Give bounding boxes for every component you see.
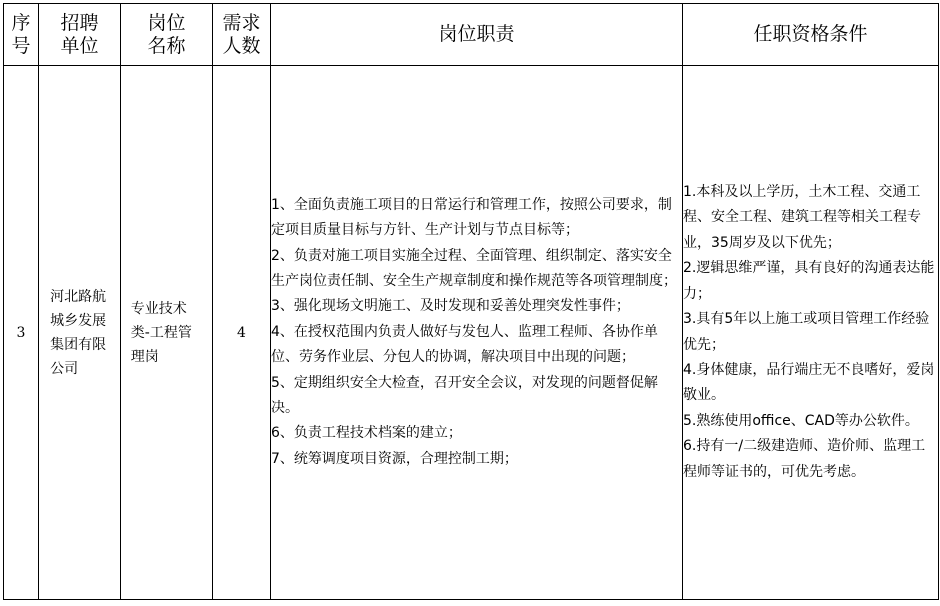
duty-item: 4、在授权范围内负责人做好与发包人、监理工程师、各协作单位、劳务作业层、分包人的协调，解决项目中出现的问题； [271,323,658,366]
requirement-item: 4.身体健康，品行端庄无不良嗜好，爱岗敬业。 [683,361,935,404]
duty-item: 6、负责工程技术档案的建立； [271,425,462,442]
duty-item: 2、负责对施工项目实施全过程、全面管理、组织制定、落实安全生产岗位责任制、安全生产规章制度和操作规范等各项管理制度； [271,247,677,289]
row-duties [271,66,683,600]
requirement-item: 1.本科及以上学历，土木工程、交通工程、安全工程、建筑工程等相关工程专业，35周岁及以下优先； [683,184,921,251]
recruitment-table [3,3,939,600]
table-row [4,66,939,600]
duty-item: 5、定期组织安全大检查，召开安全会议，对发现的问题督促解决。 [271,374,658,417]
row-seq: 3 [4,66,39,600]
header-count: 需求人数 [213,4,271,66]
requirement-item: 5.熟练使用office、CAD等办公软件。 [683,412,919,429]
header-unit: 招聘单位 [39,4,121,66]
requirement-item: 2.逻辑思维严谨，具有良好的沟通表达能力； [683,260,935,302]
requirement-item: 6.持有一/二级建造师、造价师、监理工程师等证书的，可优先考虑。 [683,438,926,480]
row-unit: 河北路航城乡发展集团有限公司 [39,66,121,600]
header-requirements: 任职资格条件 [683,4,939,66]
duty-item: 3、强化现场文明施工、及时发现和妥善处理突发性事件； [271,298,630,315]
row-position: 专业技术类-工程管理岗 [121,66,213,600]
duty-item: 1、全面负责施工项目的日常运行和管理工作，按照公司要求，制定项目质量目标与方针、生产计划与节点目标等； [271,196,672,239]
header-duties: 岗位职责 [271,4,683,66]
row-count: 4 [213,66,271,600]
requirement-item: 3.具有5年以上施工或项目管理工作经验优先； [683,311,930,353]
header-position: 岗位名称 [121,4,213,66]
duty-item: 7、统筹调度项目资源，合理控制工期； [271,450,518,467]
header-row [4,4,939,66]
row-requirements [683,66,939,600]
header-seq: 序号 [4,4,39,66]
